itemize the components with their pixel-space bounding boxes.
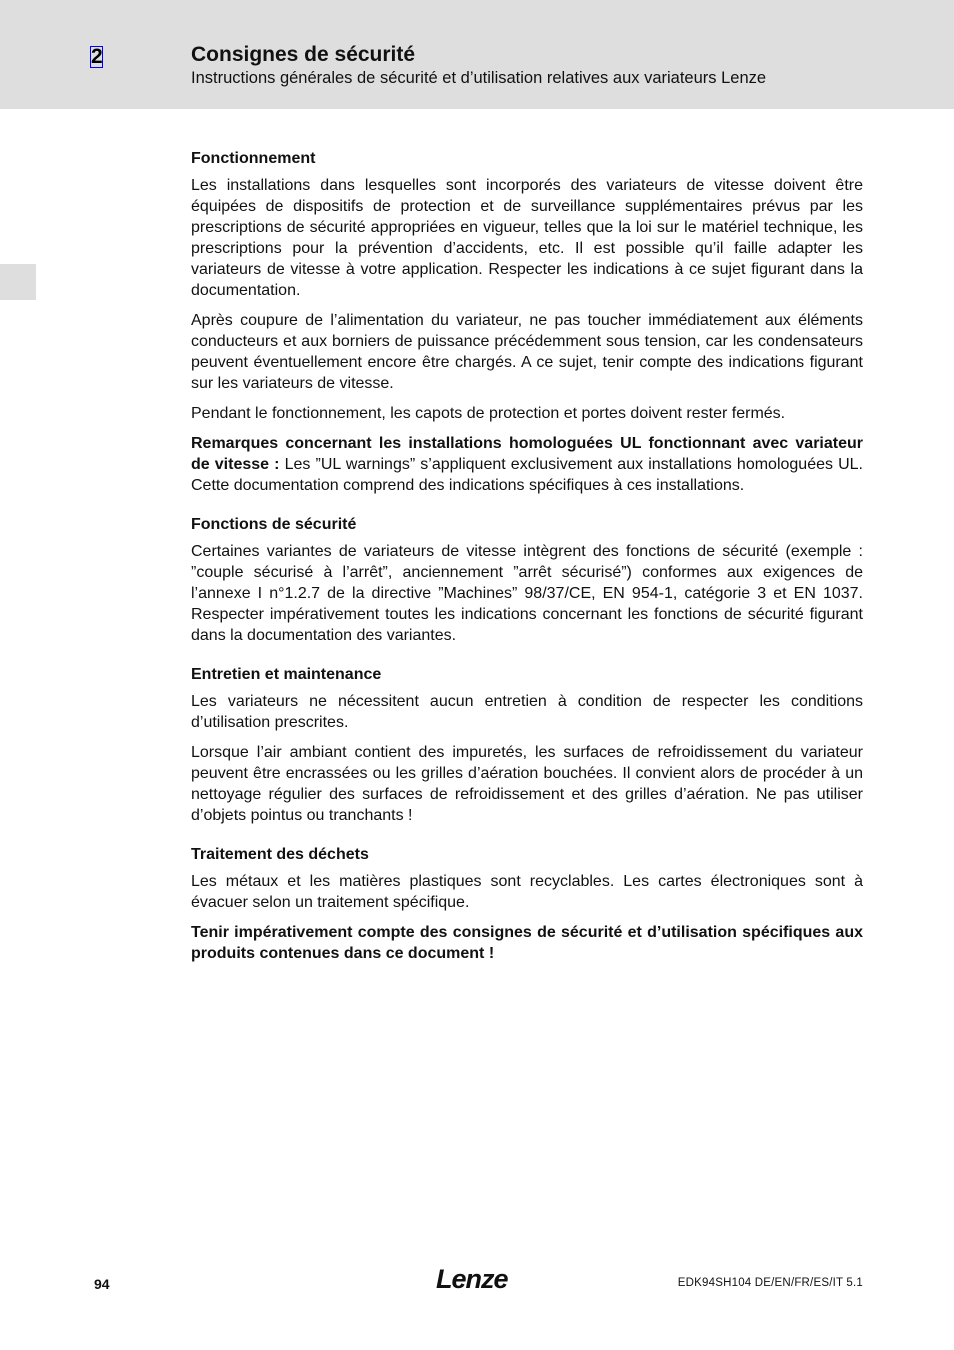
paragraph: Les métaux et les matières plastiques sont recyclables. Les cartes électroniques sont à évacuer selon un traitement spécifique.	[191, 873, 863, 911]
paragraph: Après coupure de l’alimentation du variateur, ne pas toucher immédiatement aux éléments conducteurs et aux borniers de puissance précédemment sous tension, car les condensateurs peuvent éventuellement encore être chargés. A ce sujet, tenir compte des indications figurant sur les variateurs de vitesse.	[191, 312, 863, 392]
section-dechets	[191, 844, 863, 964]
paragraph: Les variateurs ne nécessitent aucun entretien à condition de respecter les conditions d’utilisation prescrites.	[191, 693, 863, 731]
ul-remarks-text: Les ”UL warnings” s’appliquent exclusivement aux installations homologuées UL. Cette documentation comprend des indications spécifiques à ces installations.	[191, 456, 864, 494]
page-title: Consignes de sécurité	[191, 43, 416, 66]
paragraph: Les installations dans lesquelles sont incorporés des variateurs de vitesse doivent être équipées de dispositifs de protection et de surveillance supplémentaires prévus par les prescriptions de sécurité appropriées en vigueur, telles que la loi sur le matériel technique, les prescriptions pour la prévention d’accidents, etc. Il est possible qu’il faille adapter les variateurs de vitesse à votre application. Respecter les indications à ce sujet figurant dans la documentation.	[191, 177, 863, 299]
paragraph-warning: Tenir impérativement compte des consignes de sécurité et d’utilisation spécifiques aux produits contenues dans ce document !	[191, 924, 863, 962]
ul-remarks-label: Remarques concernant les installations homologuées UL fonctionnant avec variateur de vitesse :	[191, 435, 863, 473]
paragraph: Pendant le fonctionnement, les capots de protection et portes doivent rester fermés.	[191, 405, 786, 422]
chapter-number[interactable]: 2	[91, 45, 103, 68]
page-subtitle: Instructions générales de sécurité et d’utilisation relatives aux variateurs Lenze	[191, 69, 767, 87]
section-fonctionnement	[191, 148, 863, 496]
logo-text: Lenze	[436, 1264, 508, 1294]
section-heading: Fonctionnement	[191, 150, 316, 167]
page-number: 94	[94, 1276, 110, 1292]
document-id: EDK94SH104 DE/EN/FR/ES/IT 5.1	[677, 1277, 863, 1289]
page-header	[0, 0, 954, 109]
section-heading: Traitement des déchets	[191, 846, 369, 863]
section-heading: Entretien et maintenance	[191, 666, 382, 683]
side-tab-marker	[0, 264, 36, 300]
section-fonctions-securite	[191, 514, 863, 646]
section-heading: Fonctions de sécurité	[191, 516, 357, 533]
section-entretien	[191, 664, 863, 826]
lenze-logo	[436, 1264, 516, 1294]
paragraph-ul-remarks	[191, 433, 863, 496]
paragraph: Lorsque l’air ambiant contient des impuretés, les surfaces de refroidissement du variateur peuvent être encrassées ou les grilles d’aération bouchées. Il convient alors de procéder à un nettoyage régulier des surfaces de refroidissement et des grilles d’aération. Ne pas utiliser d’objets pointus ou tranchants !	[191, 744, 863, 824]
main-content	[191, 148, 863, 973]
paragraph: Certaines variantes de variateurs de vitesse intègrent des fonctions de sécurité (exemple : ”couple sécurisé à l’arrêt”, anciennement ”arrêt sécurisé”) conformes aux exigences de l’annexe I n°1.2.7 de la directive ”Machines” 98/37/CE, EN 954-1, catégorie 3 et EN 1037. Respecter impérativement toutes les indications concernant les fonctions de sécurité figurant dans la documentation des variantes.	[191, 543, 863, 644]
